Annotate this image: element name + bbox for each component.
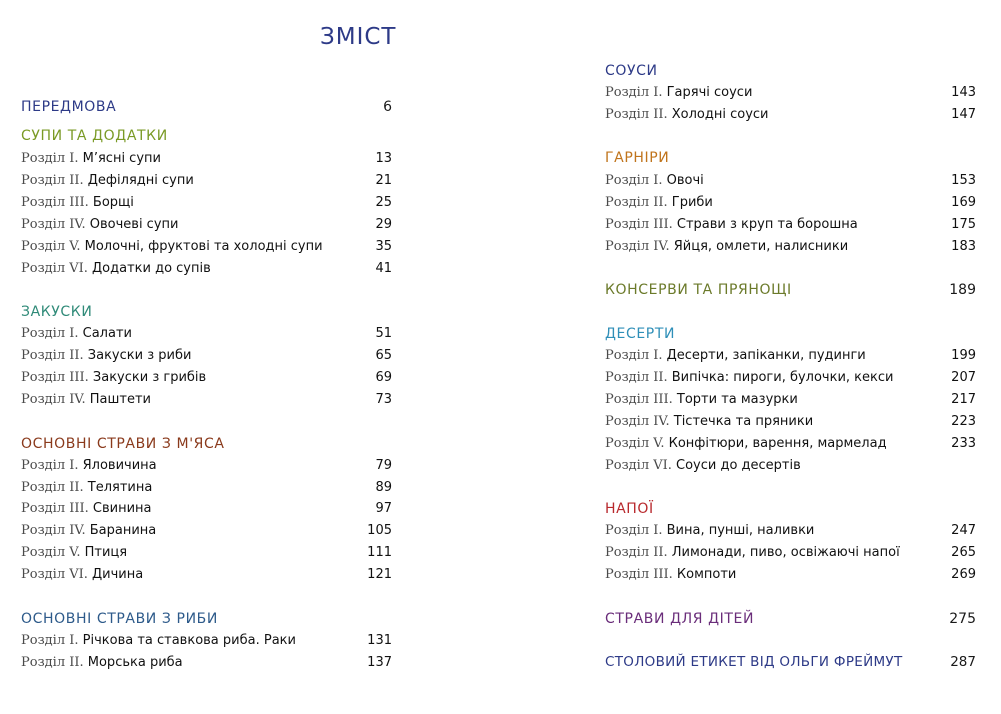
- chapter-prefix: Розділ І.: [21, 326, 79, 341]
- chapter-title: Баранина: [89, 523, 157, 538]
- toc-entry[interactable]: [21, 653, 392, 673]
- section-heading-sousy: СОУСИ: [605, 63, 658, 79]
- chapter-title: Гарячі соуси: [666, 85, 753, 100]
- toc-entry[interactable]: [605, 237, 976, 257]
- page-number: 199: [951, 348, 976, 363]
- chapter-prefix: Розділ IV.: [21, 217, 86, 232]
- chapter-title: Тістечка та пряники: [673, 414, 814, 429]
- heading-label: СТРАВИ ДЛЯ ДІТЕЙ: [605, 611, 755, 627]
- toc-entry[interactable]: [605, 368, 976, 388]
- toc-heading-konservy[interactable]: [605, 280, 976, 300]
- page-number: 111: [367, 545, 392, 560]
- chapter-title: Гриби: [671, 195, 713, 210]
- chapter-prefix: Розділ І.: [21, 151, 79, 166]
- chapter-title: Птиця: [84, 545, 128, 560]
- toc-heading-dity[interactable]: [605, 609, 976, 629]
- chapter-prefix: Розділ І.: [605, 523, 663, 538]
- chapter-title: Холодні соуси: [671, 107, 769, 122]
- chapter-title: Телятина: [87, 480, 153, 495]
- chapter-prefix: Розділ V.: [605, 436, 665, 451]
- heading-label: ПЕРЕДМОВА: [21, 99, 117, 115]
- chapter-prefix: Розділ IV.: [605, 414, 670, 429]
- chapter-prefix: Розділ V.: [21, 545, 81, 560]
- page-number: 35: [375, 239, 392, 254]
- toc-entry[interactable]: [21, 631, 392, 651]
- chapter-title: Борщі: [92, 195, 134, 210]
- toc-entry[interactable]: [21, 171, 392, 191]
- toc-entry[interactable]: [21, 478, 392, 498]
- page-number: 275: [949, 611, 976, 627]
- chapter-prefix: Розділ ІІІ.: [21, 501, 89, 516]
- toc-entry[interactable]: [21, 324, 392, 344]
- toc-entry[interactable]: [605, 543, 976, 563]
- toc-entry[interactable]: [21, 237, 392, 257]
- chapter-prefix: Розділ V.: [21, 239, 81, 254]
- toc-entry[interactable]: [605, 346, 976, 366]
- chapter-prefix: Розділ ІІІ.: [605, 217, 673, 232]
- toc-entry[interactable]: [21, 499, 392, 519]
- toc-heading-peredmova[interactable]: [21, 97, 392, 117]
- chapter-prefix: Розділ І.: [21, 633, 79, 648]
- chapter-title: Паштети: [89, 392, 151, 407]
- chapter-title: Свинина: [92, 501, 152, 516]
- chapter-prefix: Розділ ІІ.: [605, 195, 668, 210]
- chapter-prefix: Розділ ІІ.: [605, 107, 668, 122]
- chapter-title: Соуси до десертів: [676, 458, 801, 473]
- chapter-title: Салати: [82, 326, 132, 341]
- chapter-title: Компоти: [676, 567, 737, 582]
- chapter-prefix: Розділ VI.: [21, 261, 88, 276]
- chapter-title: Десерти, запіканки, пудинги: [666, 348, 866, 363]
- page-number: 29: [375, 217, 392, 232]
- page-number: 207: [951, 370, 976, 385]
- chapter-prefix: Розділ ІІ.: [605, 370, 668, 385]
- page-number: 73: [375, 392, 392, 407]
- chapter-title: Дичина: [92, 567, 144, 582]
- chapter-prefix: Розділ IV.: [21, 392, 86, 407]
- page-number: 169: [951, 195, 976, 210]
- page-number: 13: [375, 151, 392, 166]
- page-number: 65: [375, 348, 392, 363]
- page-number: 189: [949, 282, 976, 298]
- chapter-title: Конфітюри, варення, мармелад: [668, 436, 887, 451]
- section-heading-supy: СУПИ ТА ДОДАТКИ: [21, 128, 168, 144]
- chapter-title: Торти та мазурки: [676, 392, 798, 407]
- chapter-prefix: Розділ ІІІ.: [605, 392, 673, 407]
- page-number: 25: [375, 195, 392, 210]
- chapter-title: Дефілядні супи: [87, 173, 194, 188]
- toc-entry[interactable]: [21, 390, 392, 410]
- page-number: 269: [951, 567, 976, 582]
- section-heading-ryba: ОСНОВНІ СТРАВИ З РИБИ: [21, 611, 218, 627]
- chapter-title: Овочеві супи: [89, 217, 179, 232]
- page-number: 147: [951, 107, 976, 122]
- section-heading-deserty: ДЕСЕРТИ: [605, 326, 676, 342]
- toc-entry[interactable]: [605, 521, 976, 541]
- toc-entry[interactable]: [605, 193, 976, 213]
- page-number: 41: [375, 261, 392, 276]
- page-number: 51: [375, 326, 392, 341]
- chapter-title: Додатки до супів: [92, 261, 211, 276]
- chapter-prefix: Розділ ІІ.: [21, 480, 84, 495]
- chapter-prefix: Розділ ІІ.: [21, 348, 84, 363]
- page-number: 223: [951, 414, 976, 429]
- toc-entry[interactable]: [605, 215, 976, 235]
- page-number: 175: [951, 217, 976, 232]
- chapter-title: Овочі: [666, 173, 704, 188]
- chapter-prefix: Розділ IV.: [21, 523, 86, 538]
- page-number: 97: [375, 501, 392, 516]
- toc-entry[interactable]: [605, 390, 976, 410]
- toc-entry[interactable]: [605, 83, 976, 103]
- page-number: 137: [367, 655, 392, 670]
- toc-entry[interactable]: [21, 193, 392, 213]
- chapter-title: Яйця, омлети, налисники: [673, 239, 849, 254]
- toc-entry[interactable]: [605, 565, 976, 585]
- chapter-title: Молочні, фруктові та холодні супи: [84, 239, 323, 254]
- chapter-prefix: Розділ VI.: [605, 458, 672, 473]
- chapter-title: Страви з круп та борошна: [676, 217, 858, 232]
- toc-entry[interactable]: [21, 149, 392, 169]
- chapter-prefix: Розділ І.: [605, 348, 663, 363]
- chapter-prefix: Розділ ІІ.: [21, 173, 84, 188]
- chapter-prefix: Розділ VI.: [21, 567, 88, 582]
- section-heading-napoi: НАПОЇ: [605, 501, 654, 517]
- chapter-title: М’ясні супи: [82, 151, 161, 166]
- chapter-title: Яловичина: [82, 458, 157, 473]
- chapter-prefix: Розділ IV.: [605, 239, 670, 254]
- chapter-prefix: Розділ І.: [605, 85, 663, 100]
- toc-entry[interactable]: [21, 543, 392, 563]
- page-number: 247: [951, 523, 976, 538]
- chapter-title: Вина, пунші, наливки: [666, 523, 815, 538]
- toc-entry[interactable]: [605, 171, 976, 191]
- toc-entry[interactable]: [605, 412, 976, 432]
- chapter-prefix: Розділ ІІІ.: [605, 567, 673, 582]
- page-number: 6: [383, 99, 392, 115]
- chapter-prefix: Розділ ІІ.: [21, 655, 84, 670]
- page-number: 265: [951, 545, 976, 560]
- chapter-title: Закуски з риби: [87, 348, 192, 363]
- page-number: 217: [951, 392, 976, 407]
- toc-entry[interactable]: [21, 259, 392, 279]
- chapter-title: Морська риба: [87, 655, 183, 670]
- heading-label: КОНСЕРВИ ТА ПРЯНОЩІ: [605, 282, 792, 298]
- toc-entry[interactable]: [605, 434, 976, 454]
- page-number: 153: [951, 173, 976, 188]
- toc-entry[interactable]: [21, 456, 392, 476]
- chapter-title: Випічка: пироги, булочки, кекси: [671, 370, 894, 385]
- chapter-prefix: Розділ ІІІ.: [21, 195, 89, 210]
- chapter-title: Річкова та ставкова риба. Раки: [82, 633, 296, 648]
- chapter-prefix: Розділ І.: [21, 458, 79, 473]
- section-heading-garniry: ГАРНІРИ: [605, 150, 670, 166]
- toc-entry[interactable]: [21, 346, 392, 366]
- page-number: 21: [375, 173, 392, 188]
- toc-entry[interactable]: [21, 521, 392, 541]
- page-number: 89: [375, 480, 392, 495]
- toc-entry[interactable]: [21, 368, 392, 388]
- page-number: 143: [951, 85, 976, 100]
- toc-entry[interactable]: [605, 105, 976, 125]
- heading-label: СТОЛОВИЙ ЕТИКЕТ ВІД ОЛЬГИ ФРЕЙМУТ: [605, 654, 903, 670]
- page-number: 183: [951, 239, 976, 254]
- toc-heading-etyket[interactable]: [605, 652, 976, 672]
- page-number: 79: [375, 458, 392, 473]
- toc-entry[interactable]: [605, 456, 976, 476]
- chapter-prefix: Розділ ІІ.: [605, 545, 668, 560]
- page-number: 121: [367, 567, 392, 582]
- section-heading-zakusky: ЗАКУСКИ: [21, 304, 93, 320]
- page-number: 105: [367, 523, 392, 538]
- chapter-title: Лимонади, пиво, освіжаючі напої: [671, 545, 900, 560]
- page-number: 131: [367, 633, 392, 648]
- toc-entry[interactable]: [21, 215, 392, 235]
- toc-entry[interactable]: [21, 565, 392, 585]
- page-number: 69: [375, 370, 392, 385]
- chapter-title: Закуски з грибів: [92, 370, 207, 385]
- chapter-prefix: Розділ І.: [605, 173, 663, 188]
- page-title: ЗМІСТ: [320, 24, 397, 50]
- section-heading-miaso: ОСНОВНІ СТРАВИ З М'ЯСА: [21, 436, 225, 452]
- chapter-prefix: Розділ ІІІ.: [21, 370, 89, 385]
- page-number: 287: [950, 654, 976, 670]
- page-number: 233: [951, 436, 976, 451]
